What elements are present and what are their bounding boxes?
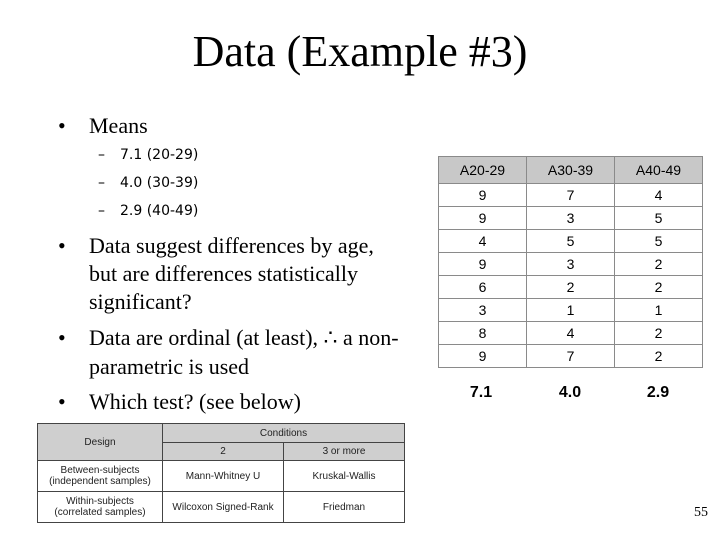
table-cell: 2 — [615, 322, 703, 345]
table-header-row — [439, 157, 703, 184]
bullet-dot: • — [58, 233, 66, 258]
table-cell: Mann-Whitney U — [163, 461, 284, 492]
table-cell: Kruskal-Wallis — [284, 461, 405, 492]
between-subjects-label: Between-subjects (independent samples) — [38, 461, 163, 492]
conditions-header: Conditions — [163, 424, 405, 443]
table-cell: Friedman — [284, 492, 405, 523]
test-design-table — [37, 423, 405, 523]
table-cell: 4 — [527, 322, 615, 345]
table-cell: 7 — [527, 184, 615, 207]
table-row — [439, 345, 703, 368]
bullet-means-text: Means — [89, 113, 148, 138]
dash: – — [98, 203, 105, 219]
table-cell: 9 — [439, 345, 527, 368]
table-cell: 2 — [527, 276, 615, 299]
table-cell: 9 — [439, 184, 527, 207]
conditions-3-header: 3 or more — [284, 443, 405, 461]
table-row — [439, 299, 703, 322]
mean-value: 7.1 — [469, 384, 493, 401]
table-row — [439, 207, 703, 230]
table-cell: 3 — [439, 299, 527, 322]
dash: – — [98, 147, 105, 163]
table-row — [439, 322, 703, 345]
table-cell: 1 — [527, 299, 615, 322]
table-cell: 3 — [527, 253, 615, 276]
table-cell: 2 — [615, 253, 703, 276]
bullet-dot: • — [58, 113, 66, 138]
table-cell: 5 — [615, 230, 703, 253]
table-row — [439, 276, 703, 299]
table-row — [439, 184, 703, 207]
dash: – — [98, 175, 105, 191]
column-header: A30-39 — [527, 157, 615, 184]
page-number: 55 — [694, 505, 708, 520]
table-cell: 6 — [439, 276, 527, 299]
bullet-dot: • — [58, 325, 66, 350]
table-cell: 4 — [615, 184, 703, 207]
column-header: A20-29 — [439, 157, 527, 184]
mean-value: 2.9 — [646, 384, 670, 401]
table-row — [439, 230, 703, 253]
table-cell: 3 — [527, 207, 615, 230]
table-cell: 2 — [615, 276, 703, 299]
design-header: Design — [38, 424, 163, 461]
table-cell: 4 — [439, 230, 527, 253]
mean-value: 4.0 — [558, 384, 582, 401]
table-cell: 8 — [439, 322, 527, 345]
table-cell: 9 — [439, 207, 527, 230]
table-cell: 5 — [527, 230, 615, 253]
table-cell: 1 — [615, 299, 703, 322]
table-cell: 7 — [527, 345, 615, 368]
bullet-dot: • — [58, 389, 66, 414]
column-header: A40-49 — [615, 157, 703, 184]
table-row — [439, 253, 703, 276]
table-row — [38, 461, 405, 492]
table-cell: Wilcoxon Signed-Rank — [163, 492, 284, 523]
slide-title: Data (Example #3) — [192, 27, 528, 76]
table-cell: 9 — [439, 253, 527, 276]
conditions-2-header: 2 — [163, 443, 284, 461]
within-subjects-label: Within-subjects (correlated samples) — [38, 492, 163, 523]
table-cell: 2 — [615, 345, 703, 368]
age-data-table — [438, 156, 703, 368]
table-cell: 5 — [615, 207, 703, 230]
table-row — [38, 492, 405, 523]
